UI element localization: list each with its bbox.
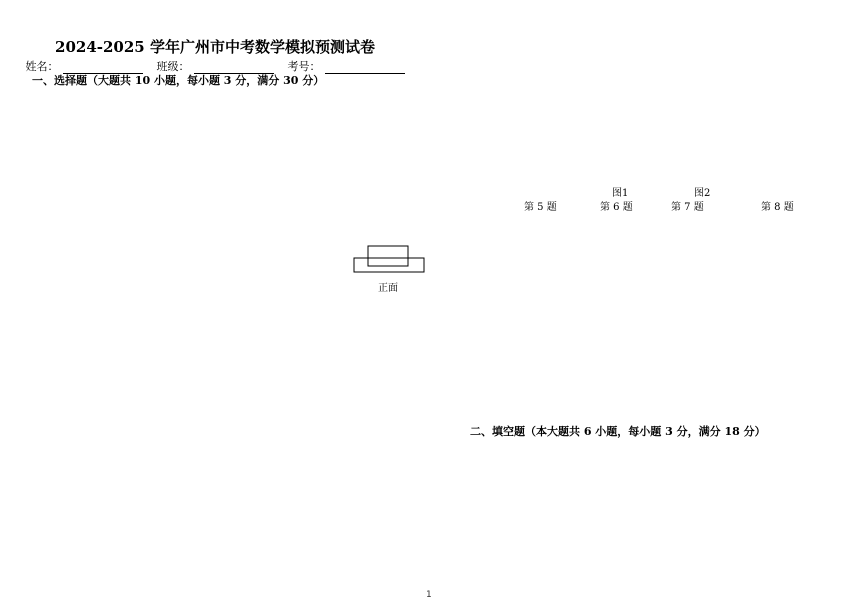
figure-caption-fig1: 图1 xyxy=(612,188,629,199)
figure-caption-7: 第 7 题 xyxy=(671,202,704,213)
number-label: 考号： xyxy=(287,60,321,73)
right-column xyxy=(430,0,860,607)
number-blank[interactable] xyxy=(325,61,405,74)
section-2-heading: 二、填空题（本大题共 6 小题，每小题 3 分，满分 18 分） xyxy=(470,425,766,438)
section-1-heading: 一、选择题（大题共 10 小题，每小题 3 分，满分 30 分） xyxy=(32,74,325,87)
figure-caption-8: 第 8 题 xyxy=(761,202,794,213)
figure-caption-5: 第 5 题 xyxy=(524,202,557,213)
page-number: 1 xyxy=(426,590,432,600)
page-title: 2024-2025 学年广州市中考数学模拟预测试卷 xyxy=(55,38,375,56)
name-label: 姓名： xyxy=(25,60,59,73)
front-view-label: 正面 xyxy=(378,283,398,294)
figure-caption-6: 第 6 题 xyxy=(600,202,633,213)
class-label: 班级： xyxy=(156,60,190,73)
box-solid-figure xyxy=(348,238,438,278)
figure-caption-fig2: 图2 xyxy=(694,188,711,199)
